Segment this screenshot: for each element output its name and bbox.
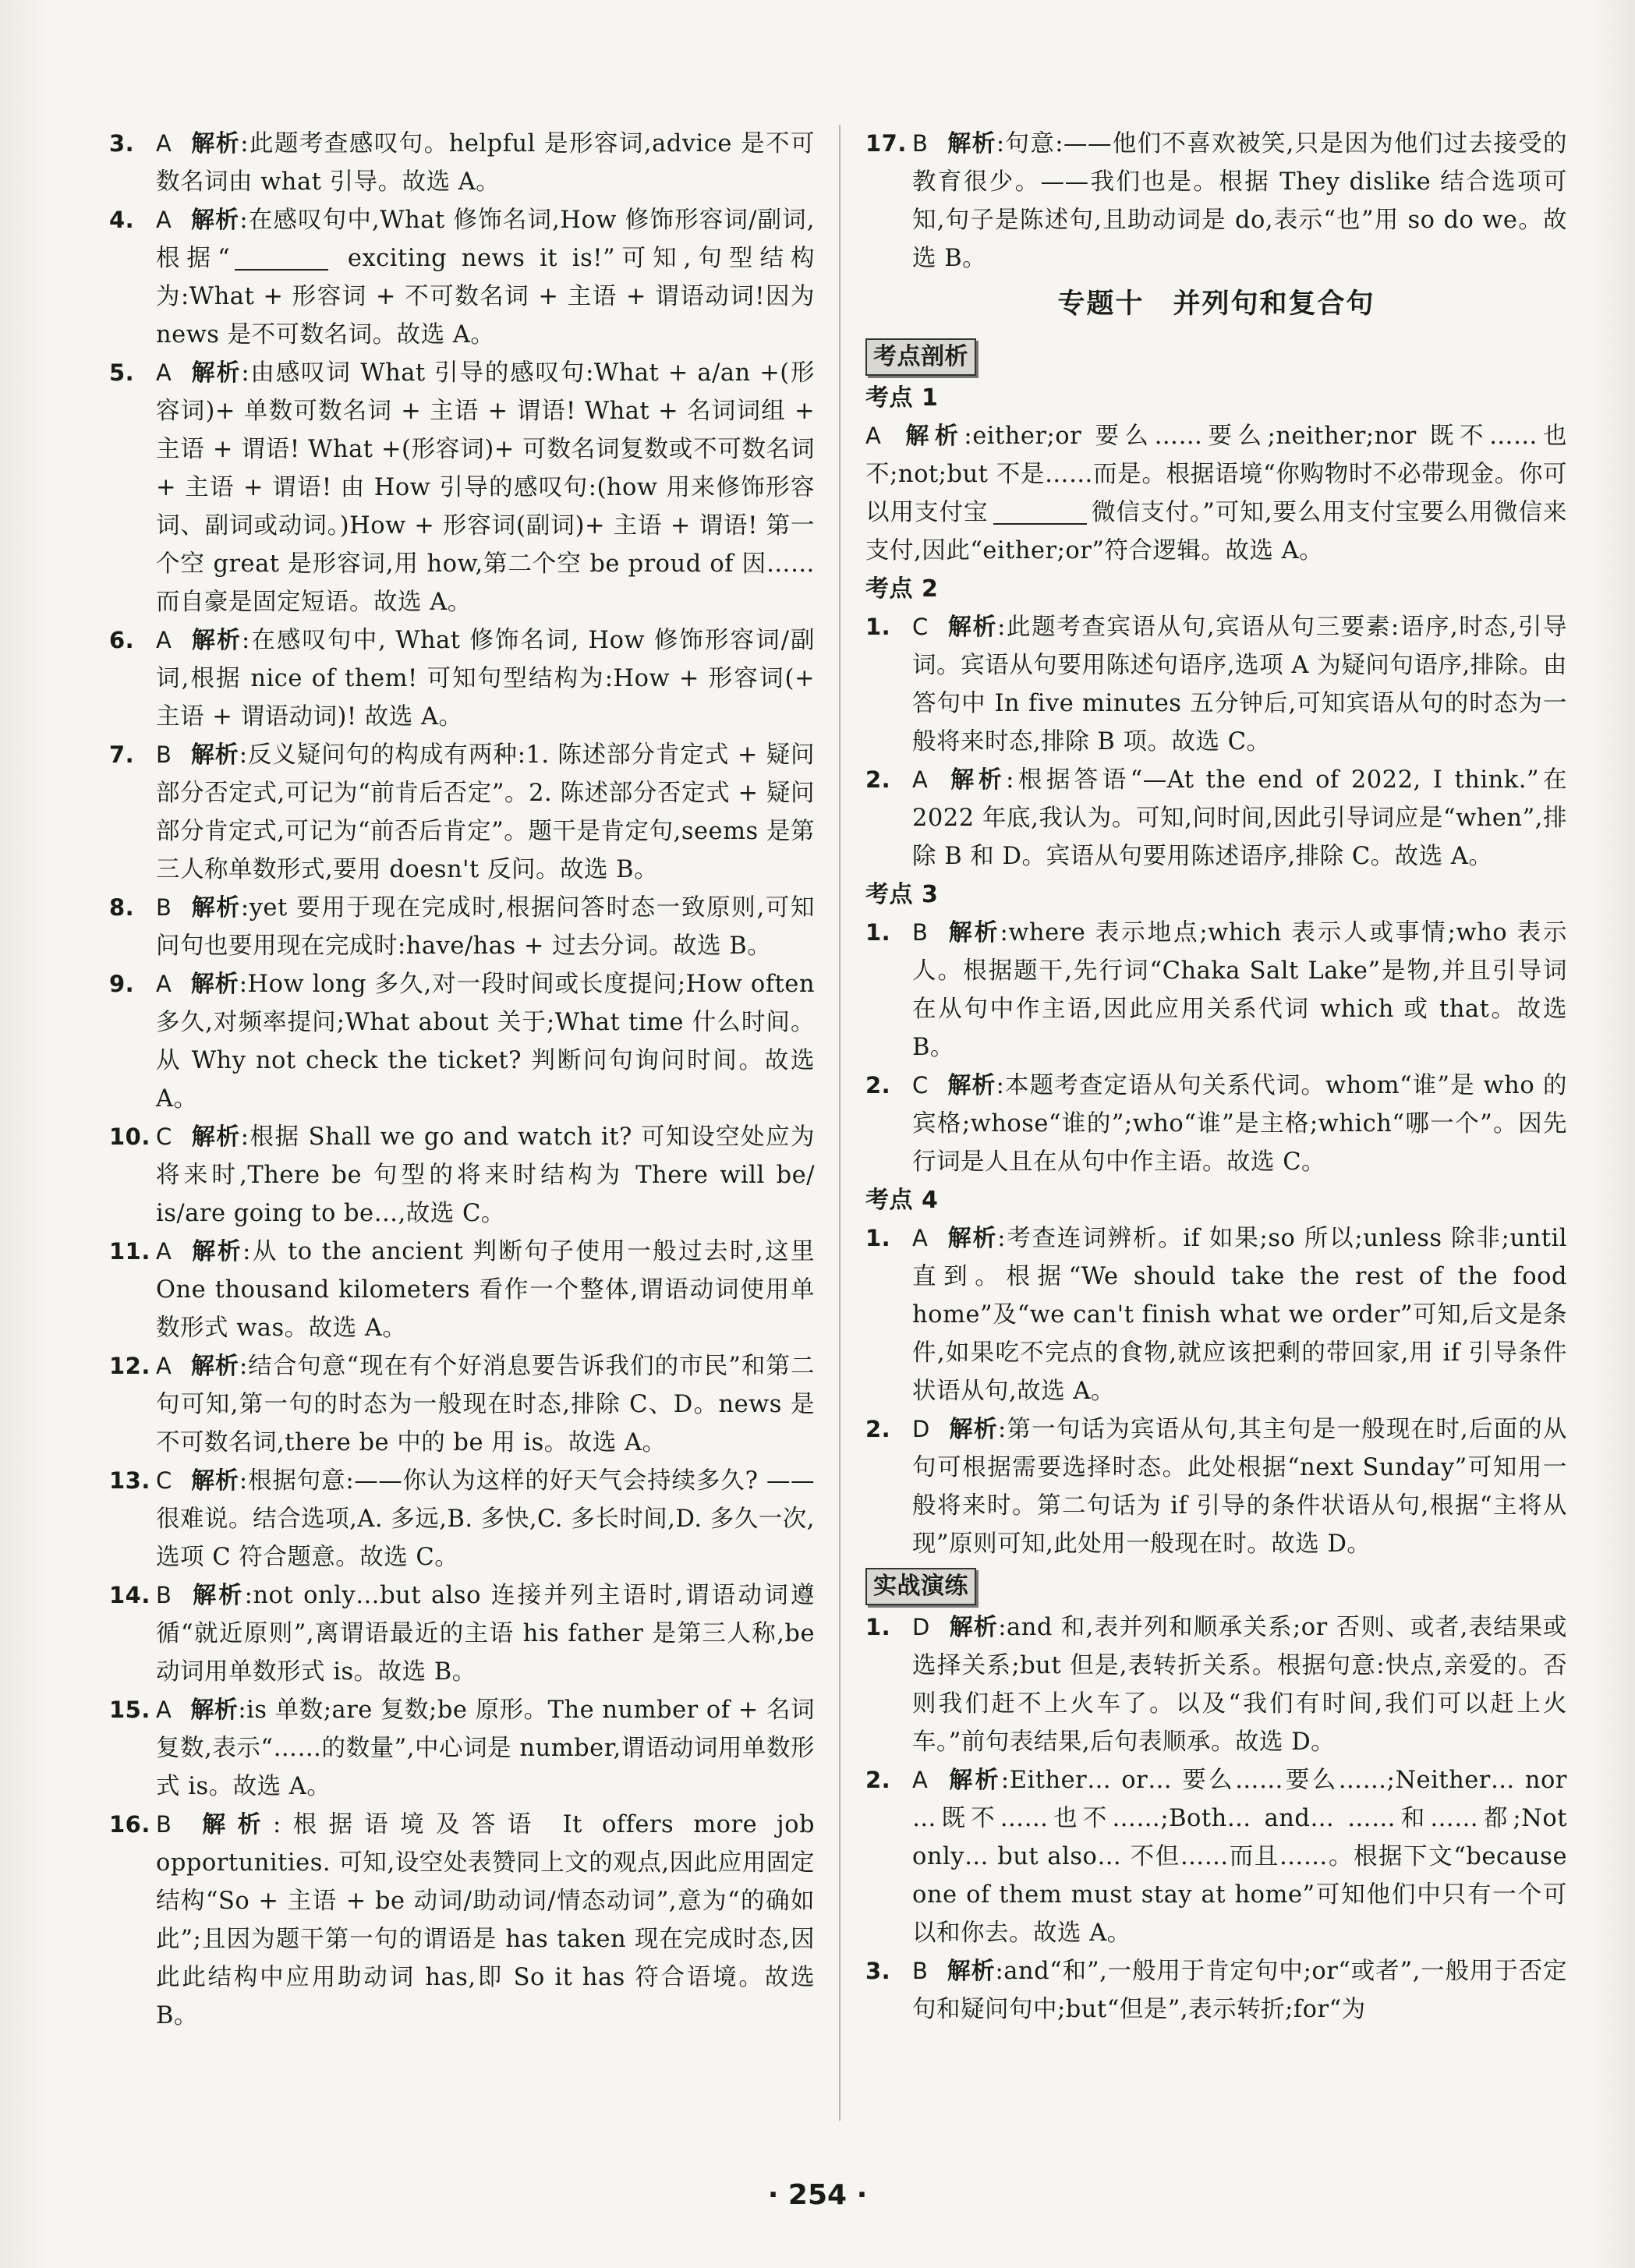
answer-item: 15. A 解析:is 单数;are 复数;be 原形。The number of + 名词复数,表示“……的数量”,中心词是 number,谓语动词用单数形式 is。故选 A。 xyxy=(109,1697,816,1800)
right-column xyxy=(865,125,1567,2029)
answer-item: 14. B 解析:not only…but also 连接并列主语时,谓语动词遵循“就近原则”,离谓语最近的主语 his father 是第三人称,be 动词用单数形式 is。故选 B。 xyxy=(109,1582,815,1686)
page-number: · 254 · xyxy=(767,2179,868,2211)
answer-item: 13. C 解析:根据句意:——你认为这样的好天气会持续多久? ——很难说。结合选项,A. 多远,B. 多快,C. 多长时间,D. 多久一次,选项 C 符合题意。故选 C。 xyxy=(109,1467,816,1571)
answer-item: 1. C 解析:此题考查宾语从句,宾语从句三要素:语序,时态,引导词。宾语从句要用陈述句语序,选项 A 为疑问句语序,排除。由答句中 In five minutes 五分钟后,可知宾语从句的时态为一般将来时态,排除 B 项。故选 C。 xyxy=(865,614,1568,755)
answer-item: 16. B 解析:根据语境及答语 It offers more job opportunities. 可知,设空处表赞同上文的观点,因此应用固定结构“So + 主语 + be 动词/助动词/情态动词”,意为“的确如此”;且因为题干第一句的谓语是 has taken 现在完成时态,因此此结构中应用助动词 has,即 So it has 符合语境。故选 B。 xyxy=(109,1811,816,2029)
answer-item: 9. A 解析:How long 多久,对一段时间或长度提问;How often 多久,对频率提问;What about 关于;What time 什么时间。从 Why not check the ticket? 判断问句询问时间。故选 A。 xyxy=(109,971,815,1113)
answer-item: 1. B 解析:where 表示地点;which 表示人或事情;who 表示人。根据题干,先行词“Chaka Salt Lake”是物,并且引导词在从句中作主语,因此应用关系代词 which 或 that。故选 B。 xyxy=(865,919,1568,1061)
answer-item: 1. D 解析:and 和,表并列和顺承关系;or 否则、或者,表结果或选择关系;but 但是,表转折关系。根据句意:快点,亲爱的。否则我们赶不上火车了。以及“我们有时间,我们可以赶上火车。”前句表结果,后句表顺承。故选 D。 xyxy=(865,1614,1568,1756)
section-title: 专题十 并列句和复合句 xyxy=(1057,288,1375,320)
point-heading: 考点 4 xyxy=(865,1187,939,1214)
answer-item: 10. C 解析:根据 Shall we go and watch it? 可知设空处应为将来时,There be 句型的将来时结构为 There will be/ is/are going to be…,故选 C。 xyxy=(109,1123,816,1227)
answer-item: 5. A 解析:由感叹词 What 引导的感叹句:What + a/an +(形容词)+ 单数可数名词 + 主语 + 谓语! What + 名词词组 + 主语 + 谓语! What +(形容词)+ 可数名词复数或不可数名词 + 主语 + 谓语! 由 How 引导的感叹句:(how 用来修饰形容词、副词或动词。)How + 形容词(副词)+ 主语 + 谓语! 第一个空 great 是形容词,用 how,第二个空 be proud of 因……而自豪是固定短语。故选 A。 xyxy=(109,359,815,616)
answer-item: 3. A 解析:此题考查感叹句。helpful 是形容词,advice 是不可数名词由 what 引导。故选 A。 xyxy=(109,130,816,196)
answer-item: 3. B 解析:and“和”,一般用于肯定句中;or“或者”,一般用于否定句和疑问句中;but“但是”,表示转折;for“为 xyxy=(865,1958,1567,2023)
answer-item: 7. B 解析:反义疑问句的构成有两种:1. 陈述部分肯定式 + 疑问部分否定式,可记为“前肯后否定”。2. 陈述部分否定式 + 疑问部分肯定式,可记为“前否后肯定”。题干是肯定句,seems 是第三人称单数形式,要用 doesn't 反问。故选 B。 xyxy=(109,741,816,883)
answer-item: 2. A 解析:根据答语“—At the end of 2022, I think.”在 2022 年底,我认为。可知,问时间,因此引导词应是“when”,排除 B 和 D。宾语从句要用陈述语序,排除 C。故选 A。 xyxy=(865,766,1567,870)
point-heading: 考点 2 xyxy=(865,575,939,603)
section-label-practice: 实战演练 xyxy=(865,1568,976,1605)
answer-item: 12. A 解析:结合句意“现在有个好消息要告诉我们的市民”和第二句可知,第一句的时态为一般现在时态,排除 C、D。news 是不可数名词,there be 中的 be 用 is。故选 A。 xyxy=(109,1353,815,1456)
answer-item: 1. A 解析:考查连词辨析。if 如果;so 所以;unless 除非;until 直到。根据“We should take the rest of the food home”及“we can't finish what we order”可知,后文是条件,如果吃不完点的食物,就应该把剩的带回家,用 if 引导条件状语从句,故选 A。 xyxy=(865,1225,1568,1405)
answer-item: 2. D 解析:第一句话为宾语从句,其主句是一般现在时,后面的从句可根据需要选择时态。此处根据“next Sunday”可知用一般将来时。第二句话为 if 引导的条件状语从句,根据“主将从现”原则可知,此处用一般现在时。故选 D。 xyxy=(865,1416,1567,1558)
answer-item: 8. B 解析:yet 要用于现在完成时,根据问答时态一致原则,可知问句也要用现在完成时:have/has + 过去分词。故选 B。 xyxy=(109,894,816,960)
column-divider xyxy=(839,125,841,2121)
fill-blank xyxy=(235,246,328,271)
answer-item: 17. B 解析:句意:——他们不喜欢被笑,只是因为他们过去接受的教育很少。——我们也是。根据 They dislike 结合选项可知,句子是陈述句,且助动词是 do,表示“也”用 so do we。故选 B。 xyxy=(865,130,1568,272)
answer-item: 11. A 解析:从 to the ancient 判断句子使用一般过去时,这里 One thousand kilometers 看作一个整体,谓语动词使用单数形式 was。故选 A。 xyxy=(109,1238,815,1342)
left-column xyxy=(109,125,815,2035)
point-heading: 考点 3 xyxy=(865,881,939,908)
section-label-analysis: 考点剖析 xyxy=(865,338,976,376)
point-heading: 考点 1 xyxy=(865,384,939,412)
answer-item: 4. A 解析:在感叹句中,What 修饰名词,How 修饰形容词/副词,根据“ exciting news it is!”可知,句型结构为:What + 形容词 + 不可数名词 + 主语 + 谓语动词!因为 news 是不可数名词。故选 A。 xyxy=(109,207,816,349)
fill-blank xyxy=(993,500,1087,525)
answer-item: 6. A 解析:在感叹句中, What 修饰名词, How 修饰形容词/副词,根据 nice of them! 可知句型结构为:How + 形容词(+ 主语 + 谓语动词)! 故选 A。 xyxy=(109,627,815,731)
answer-item: A 解析:either;or 要么……要么;neither;nor 既不……也不;not;but 不是……而是。根据语境“你购物时不必带现金。你可以用支付宝 微信支付。”可知,要么用支付宝要么用微信来支付,因此“either;or”符合逻辑。故选 A。 xyxy=(865,423,1567,564)
answer-item: 2. A 解析:Either… or… 要么……要么……;Neither… nor …既不……也不……;Both… and… ……和……都;Not only… but also… 不但……而且……。根据下文“because one of them must stay at home”可知他们中只有一个可以和你去。故选 A。 xyxy=(865,1767,1567,1947)
answer-item: 2. C 解析:本题考查定语从句关系代词。whom“谁”是 who 的宾格;whose“谁的”;who“谁”是主格;which“哪一个”。因先行词是人且在从句中作主语。故选 C。 xyxy=(865,1072,1567,1176)
